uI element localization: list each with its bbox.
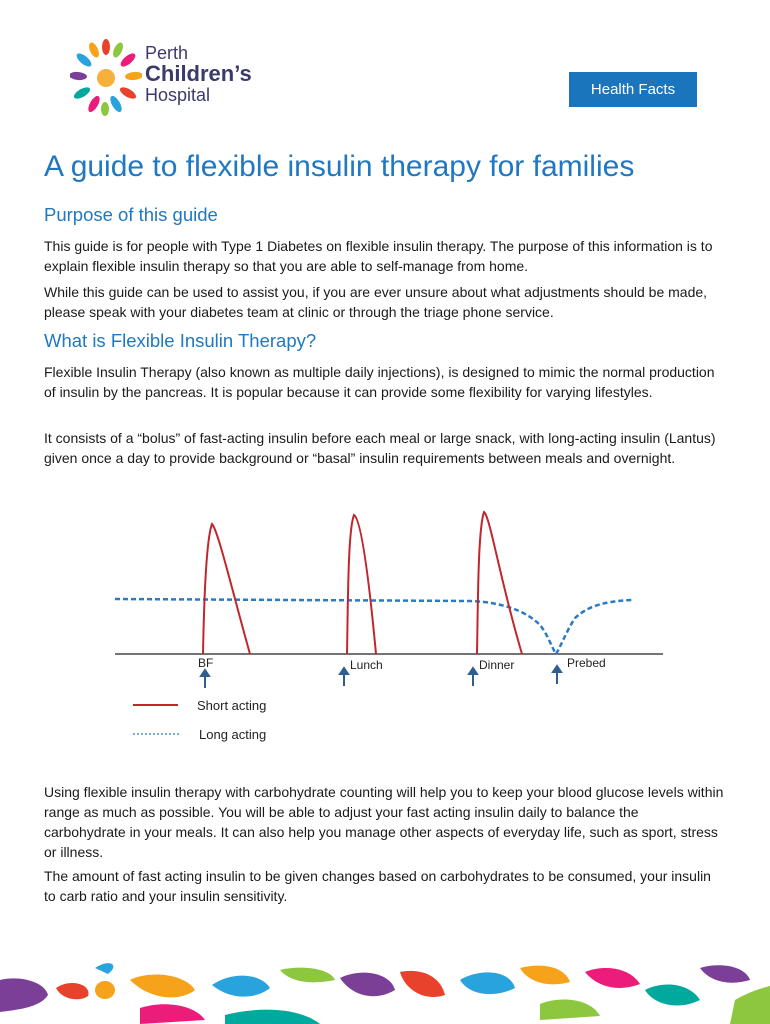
logo-line-perth: Perth bbox=[145, 43, 189, 63]
after-paragraph-1: Using flexible insulin therapy with carbohydrate counting will help you to keep your blood glucose levels within range as much as possible. You will be able to adjust your fast acting insulin daily to balance the carbohydrate in your meals. It can also help you manage other aspects of everyday life, such as sport, stress or illness. bbox=[44, 784, 724, 860]
event-label-lunch: Lunch bbox=[350, 658, 383, 672]
page-title: A guide to flexible insulin therapy for families bbox=[44, 150, 635, 183]
event-label-dinner: Dinner bbox=[479, 658, 515, 672]
health-facts-badge: Health Facts bbox=[569, 72, 697, 107]
short-acting-peak-dinner bbox=[477, 512, 522, 654]
what-paragraph-2: It consists of a “bolus” of fast-acting insulin before each meal or large snack, with long-acting insulin (Lantus) given once a day to provide background or “basal” insulin requirements between meals and overnight. bbox=[44, 430, 716, 466]
legend-label-short: Short acting bbox=[197, 698, 267, 713]
decorative-footer-band bbox=[0, 960, 770, 1024]
event-label-prebed: Prebed bbox=[567, 656, 606, 670]
section-heading-what: What is Flexible Insulin Therapy? bbox=[44, 330, 317, 351]
event-label-bf: BF bbox=[198, 656, 214, 670]
what-paragraph-1: Flexible Insulin Therapy (also known as multiple daily injections), is designed to mimic the normal production of insulin by the pancreas. It is popular because it can provide some flexibility for varying lifestyles. bbox=[44, 364, 715, 400]
hospital-logo bbox=[70, 38, 270, 118]
insulin-profile-chart bbox=[100, 500, 680, 750]
purpose-paragraph-1: This guide is for people with Type 1 Diabetes on flexible insulin therapy. The purpose of this information is to explain flexible insulin therapy so that you are able to self-manage from home. bbox=[44, 238, 713, 274]
purpose-paragraph-2: While this guide can be used to assist you, if you are ever unsure about what adjustments should be made, please speak with your diabetes team at clinic or through the triage phone service. bbox=[44, 284, 708, 320]
logo-mark-icon bbox=[70, 38, 142, 118]
legend-label-long: Long acting bbox=[199, 727, 267, 742]
section-heading-purpose: Purpose of this guide bbox=[44, 204, 218, 225]
logo-line-hospital: Hospital bbox=[145, 85, 211, 105]
after-paragraph-2: The amount of fast acting insulin to be given changes based on carbohydrates to be consumed, your insulin to carb ratio and your insulin sensitivity. bbox=[44, 868, 711, 904]
logo-wordmark bbox=[145, 44, 252, 104]
short-acting-peak-bf bbox=[203, 524, 250, 654]
short-acting-peak-lunch bbox=[347, 515, 376, 654]
logo-line-childrens: Children’s bbox=[145, 61, 252, 86]
